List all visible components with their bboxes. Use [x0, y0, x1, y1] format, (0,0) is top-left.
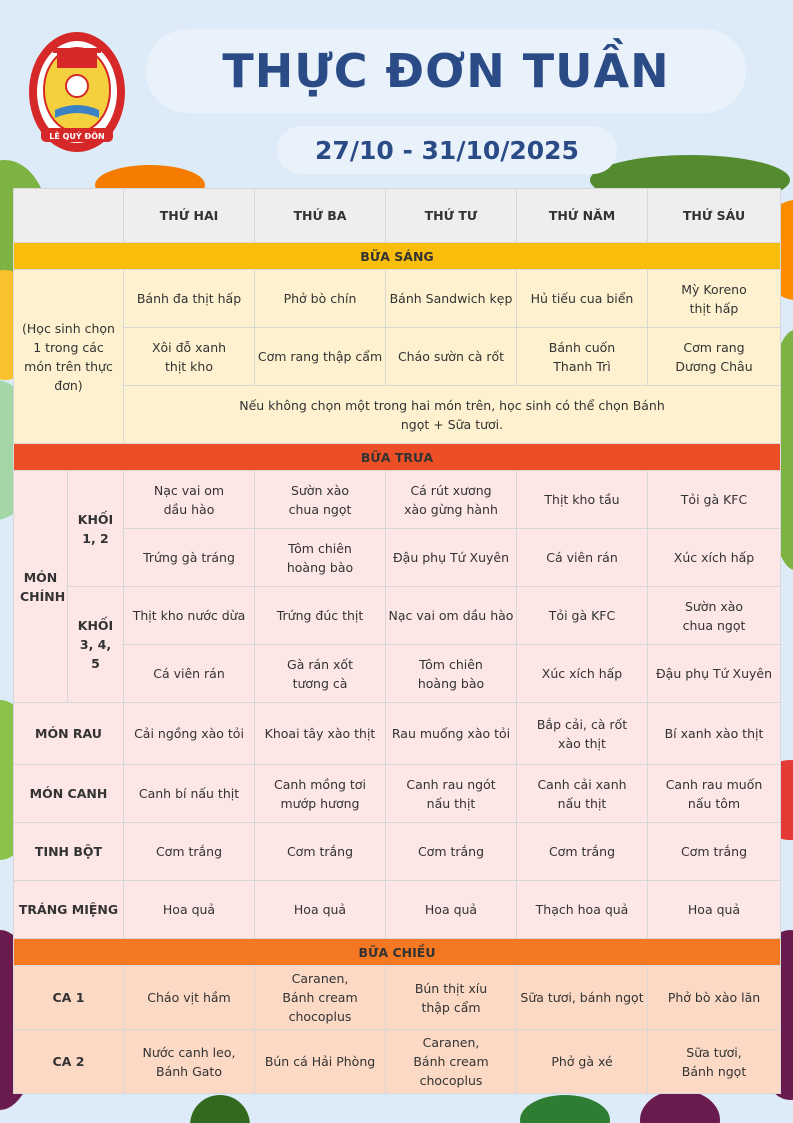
lunch-main-row [14, 645, 781, 703]
svg-text:LÊ QUÝ ĐÔN: LÊ QUÝ ĐÔN [49, 132, 105, 141]
afternoon-row [14, 966, 781, 1030]
menu-cell: Phở bò xào lăn [648, 966, 781, 1030]
menu-cell: Đậu phụ Tứ Xuyên [648, 645, 781, 703]
breakfast-row [14, 270, 781, 328]
day-header: THỨ TƯ [386, 189, 517, 243]
menu-cell: Hoa quả [255, 881, 386, 939]
menu-cell: Phở gà xé [517, 1030, 648, 1094]
menu-cell: Xúc xích hấp [648, 529, 781, 587]
day-header: THỨ BA [255, 189, 386, 243]
menu-table [13, 188, 781, 1094]
menu-cell: Bánh đa thịt hấp [124, 270, 255, 328]
menu-cell: Cải ngồng xào tỏi [124, 703, 255, 765]
menu-cell: Nạc vai om dầu hào [124, 471, 255, 529]
menu-cell: Sườn xào chua ngọt [648, 587, 781, 645]
menu-cell: Cơm rang Dương Châu [648, 328, 781, 386]
menu-cell: Hủ tiếu cua biển [517, 270, 648, 328]
menu-cell: Cháo vịt hầm [124, 966, 255, 1030]
shift-label: CA 2 [14, 1030, 124, 1094]
menu-cell: Cơm trắng [648, 823, 781, 881]
grade-label: KHỐI 3, 4, 5 [68, 587, 124, 703]
menu-cell: Canh rau ngót nấu thịt [386, 765, 517, 823]
menu-cell: Hoa quả [124, 881, 255, 939]
lunch-main-row [14, 587, 781, 645]
menu-cell: Tỏi gà KFC [648, 471, 781, 529]
menu-cell: Nước canh leo, Bánh Gato [124, 1030, 255, 1094]
menu-cell: Hoa quả [648, 881, 781, 939]
menu-cell: Bí xanh xào thịt [648, 703, 781, 765]
menu-cell: Thịt kho nước dừa [124, 587, 255, 645]
menu-cell: Bánh Sandwich kẹp [386, 270, 517, 328]
corner-cell [14, 189, 124, 243]
starch-row [14, 823, 781, 881]
menu-cell: Thịt kho tầu [517, 471, 648, 529]
breakfast-header: BỮA SÁNG [14, 243, 781, 270]
menu-cell: Đậu phụ Tứ Xuyên [386, 529, 517, 587]
school-logo [27, 24, 127, 154]
lunch-main-row [14, 471, 781, 529]
title-banner [146, 29, 746, 113]
menu-cell: Khoai tây xào thịt [255, 703, 386, 765]
menu-cell: Cá viên rán [124, 645, 255, 703]
date-banner [277, 126, 617, 174]
menu-cell: Nạc vai om dầu hào [386, 587, 517, 645]
menu-cell: Bắp cải, cà rốt xào thịt [517, 703, 648, 765]
breakfast-note: (Học sinh chọn 1 trong các món trên thực đơn) [14, 270, 124, 444]
main-dish-label: MÓN CHÍNH [14, 471, 68, 703]
menu-cell: Phở bò chín [255, 270, 386, 328]
shift-label: CA 1 [14, 966, 124, 1030]
menu-cell: Trứng đúc thịt [255, 587, 386, 645]
menu-cell: Tôm chiên hoàng bào [386, 645, 517, 703]
menu-cell: Sườn xào chua ngọt [255, 471, 386, 529]
menu-cell: Sữa tươi, Bánh ngọt [648, 1030, 781, 1094]
lunch-header: BỮA TRƯA [14, 444, 781, 471]
menu-cell: Caranen, Bánh cream chocoplus [386, 1030, 517, 1094]
day-header: THỨ NĂM [517, 189, 648, 243]
day-header-row [14, 189, 781, 243]
day-header: THỨ HAI [124, 189, 255, 243]
breakfast-alt-note: Nếu không chọn một trong hai món trên, học sinh có thể chọn Bánh ngọt + Sữa tươi. [124, 386, 781, 444]
breakfast-alt-row [14, 386, 781, 444]
soup-row [14, 765, 781, 823]
soup-label: MÓN CANH [14, 765, 124, 823]
menu-cell: Rau muống xào tỏi [386, 703, 517, 765]
menu-cell: Bún cá Hải Phòng [255, 1030, 386, 1094]
menu-cell: Xôi đỗ xanh thịt kho [124, 328, 255, 386]
menu-cell: Cháo sườn cà rốt [386, 328, 517, 386]
menu-cell: Bánh cuốn Thanh Trì [517, 328, 648, 386]
menu-cell: Canh bí nấu thịt [124, 765, 255, 823]
starch-label: TINH BỘT [14, 823, 124, 881]
day-header: THỨ SÁU [648, 189, 781, 243]
menu-cell: Bún thịt xíu thập cẩm [386, 966, 517, 1030]
menu-cell: Gà rán xốt tương cà [255, 645, 386, 703]
veg-label: MÓN RAU [14, 703, 124, 765]
menu-cell: Canh cải xanh nấu thịt [517, 765, 648, 823]
dessert-label: TRÁNG MIỆNG [14, 881, 124, 939]
menu-cell: Canh rau muốn nấu tôm [648, 765, 781, 823]
menu-cell: Tỏi gà KFC [517, 587, 648, 645]
menu-cell: Cơm trắng [124, 823, 255, 881]
menu-cell: Cơm trắng [517, 823, 648, 881]
lunch-main-row [14, 529, 781, 587]
grade-label: KHỐI 1, 2 [68, 471, 124, 587]
menu-cell: Tôm chiên hoàng bào [255, 529, 386, 587]
afternoon-header: BỮA CHIỀU [14, 939, 781, 966]
page-title: THỰC ĐƠN TUẦN [222, 44, 670, 98]
breakfast-row [14, 328, 781, 386]
menu-cell: Thạch hoa quả [517, 881, 648, 939]
veg-row [14, 703, 781, 765]
menu-cell: Mỳ Koreno thịt hấp [648, 270, 781, 328]
menu-cell: Cơm rang thập cẩm [255, 328, 386, 386]
menu-cell: Trứng gà tráng [124, 529, 255, 587]
menu-cell: Cá viên rán [517, 529, 648, 587]
menu-cell: Xúc xích hấp [517, 645, 648, 703]
dessert-row [14, 881, 781, 939]
date-range: 27/10 - 31/10/2025 [315, 135, 579, 165]
menu-cell: Cơm trắng [386, 823, 517, 881]
menu-cell: Canh mồng tơi mướp hương [255, 765, 386, 823]
menu-cell: Cơm trắng [255, 823, 386, 881]
menu-cell: Cá rút xương xào gừng hành [386, 471, 517, 529]
menu-cell: Sữa tươi, bánh ngọt [517, 966, 648, 1030]
afternoon-row [14, 1030, 781, 1094]
menu-cell: Hoa quả [386, 881, 517, 939]
menu-cell: Caranen, Bánh cream chocoplus [255, 966, 386, 1030]
